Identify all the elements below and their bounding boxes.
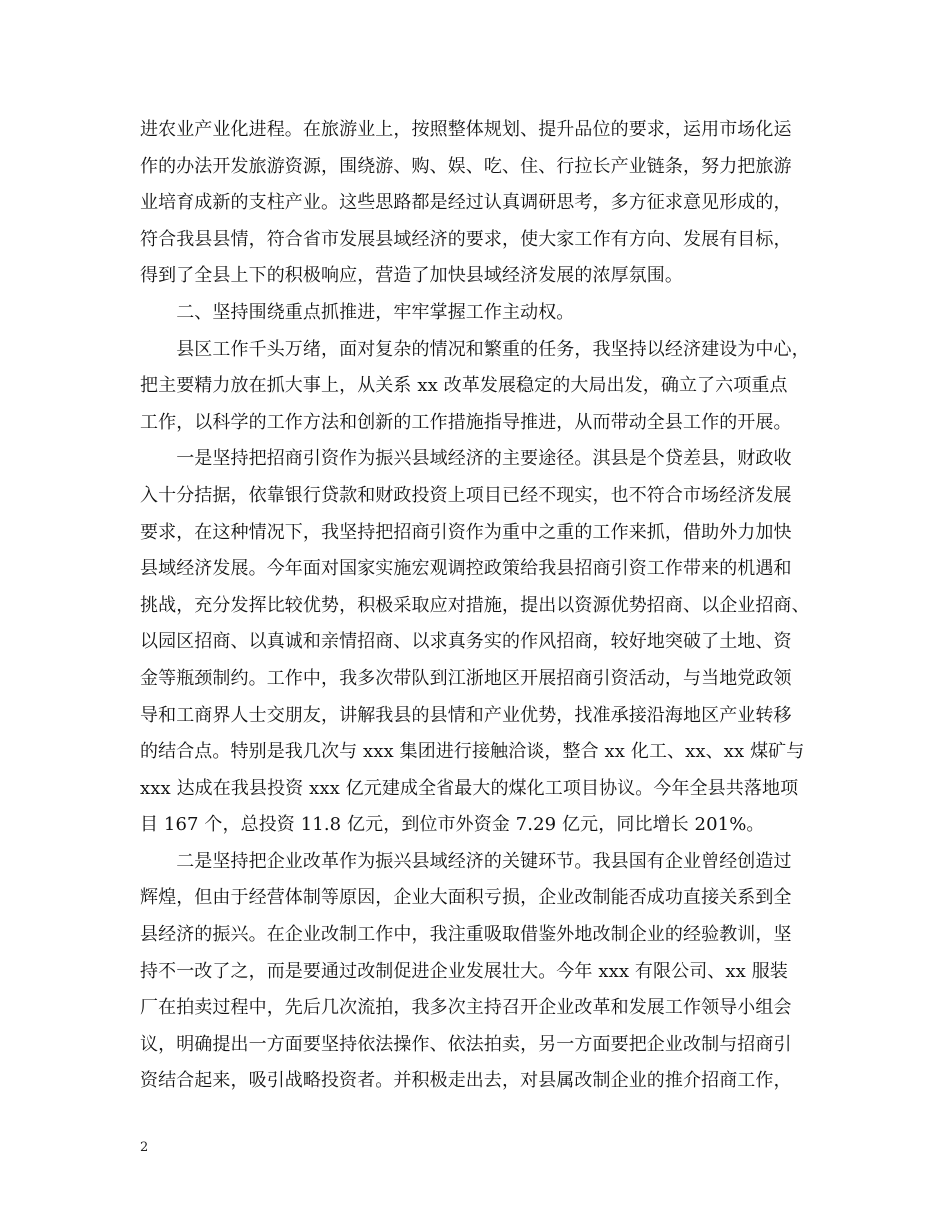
text-line: 进农业产业化进程。在旅游业上，按照整体规划、提升品位的要求，运用市场化运 — [140, 119, 792, 140]
text-line: xxx 达成在我县投资 xxx 亿元建成全省最大的煤化工项目协议。今年全县共落地项 — [140, 777, 799, 799]
text-line: 县经济的振兴。在企业改制工作中，我注重吸取借鉴外地改制企业的经验教训，坚 — [140, 924, 792, 946]
text-line: 业培育成新的支柱产业。这些思路都是经过认真调研思考，多方征求意见形成的， — [140, 192, 792, 214]
text-line: 入十分拮据，依靠银行贷款和财政投资上项目已经不现实，也不符合市场经济发展 — [140, 484, 792, 506]
text-line: 二是坚持把企业改革作为振兴县域经济的关键环节。我县国有企业曾经创造过 — [140, 850, 792, 872]
text-line: 工作，以科学的工作方法和创新的工作措施指导推进，从而带动全县工作的开展。 — [140, 411, 792, 433]
text-line: 持不一改了之，而是要通过改制促进企业发展壮大。今年 xxx 有限公司、xx 服装 — [140, 960, 788, 982]
text-line: 要求，在这种情况下，我坚持把招商引资作为重中之重的工作来抓，借助外力加快 — [140, 521, 792, 543]
text-line: 议，明确提出一方面要坚持依法操作、依法拍卖，另一方面要把企业改制与招商引 — [140, 1033, 792, 1055]
text-line: 辉煌，但由于经营体制等原因，企业大面积亏损，企业改制能否成功直接关系到全 — [140, 887, 792, 909]
text-line: 导和工商界人士交朋友，讲解我县的县情和产业优势，找准承接沿海地区产业转移 — [140, 704, 792, 726]
text-line: 作的办法开发旅游资源，围绕游、购、娱、吃、住、行拉长产业链条，努力把旅游 — [140, 155, 792, 177]
text-line: 以园区招商、以真诚和亲情招商、以求真务实的作风招商，较好地突破了土地、资 — [140, 631, 792, 653]
text-line: 县区工作千头万绪，面对复杂的情况和繁重的任务，我坚持以经济建设为中心， — [140, 338, 810, 360]
text-line: 厂在拍卖过程中，先后几次流拍，我多次主持召开企业改革和发展工作领导小组会 — [140, 997, 792, 1019]
section-heading: 二、坚持围绕重点抓推进，牢牢掌握工作主动权。 — [140, 301, 575, 323]
text-line: 目 167 个，总投资 11.8 亿元，到位市外资金 7.29 亿元，同比增长 201%。 — [140, 814, 765, 836]
text-line: 的结合点。特别是我几次与 xxx 集团进行接触洽谈，整合 xx 化工、xx、xx 煤矿与 — [140, 741, 805, 763]
text-line: 资结合起来，吸引战略投资者。并积极走出去，对县属改制企业的推介招商工作， — [140, 1070, 792, 1092]
page-number: 2 — [140, 1140, 149, 1155]
body-text — [140, 112, 830, 1100]
text-line: 挑战，充分发挥比较优势，积极采取应对措施，提出以资源优势招商、以企业招商、 — [140, 594, 810, 616]
text-line: 金等瓶颈制约。工作中，我多次带队到江浙地区开展招商引资活动，与当地党政领 — [140, 667, 792, 689]
text-line: 符合我县县情，符合省市发展县域经济的要求，使大家工作有方向、发展有目标， — [140, 228, 792, 250]
text-line: 一是坚持把招商引资作为振兴县域经济的主要途径。淇县是个贷差县，财政收 — [140, 448, 792, 470]
text-line: 把主要精力放在抓大事上，从关系 xx 改革发展稳定的大局出发，确立了六项重点 — [140, 375, 788, 397]
text-line: 县域经济发展。今年面对国家实施宏观调控政策给我县招商引资工作带来的机遇和 — [140, 558, 792, 580]
text-line: 得到了全县上下的积极响应，营造了加快县域经济发展的浓厚氛围。 — [140, 265, 683, 287]
